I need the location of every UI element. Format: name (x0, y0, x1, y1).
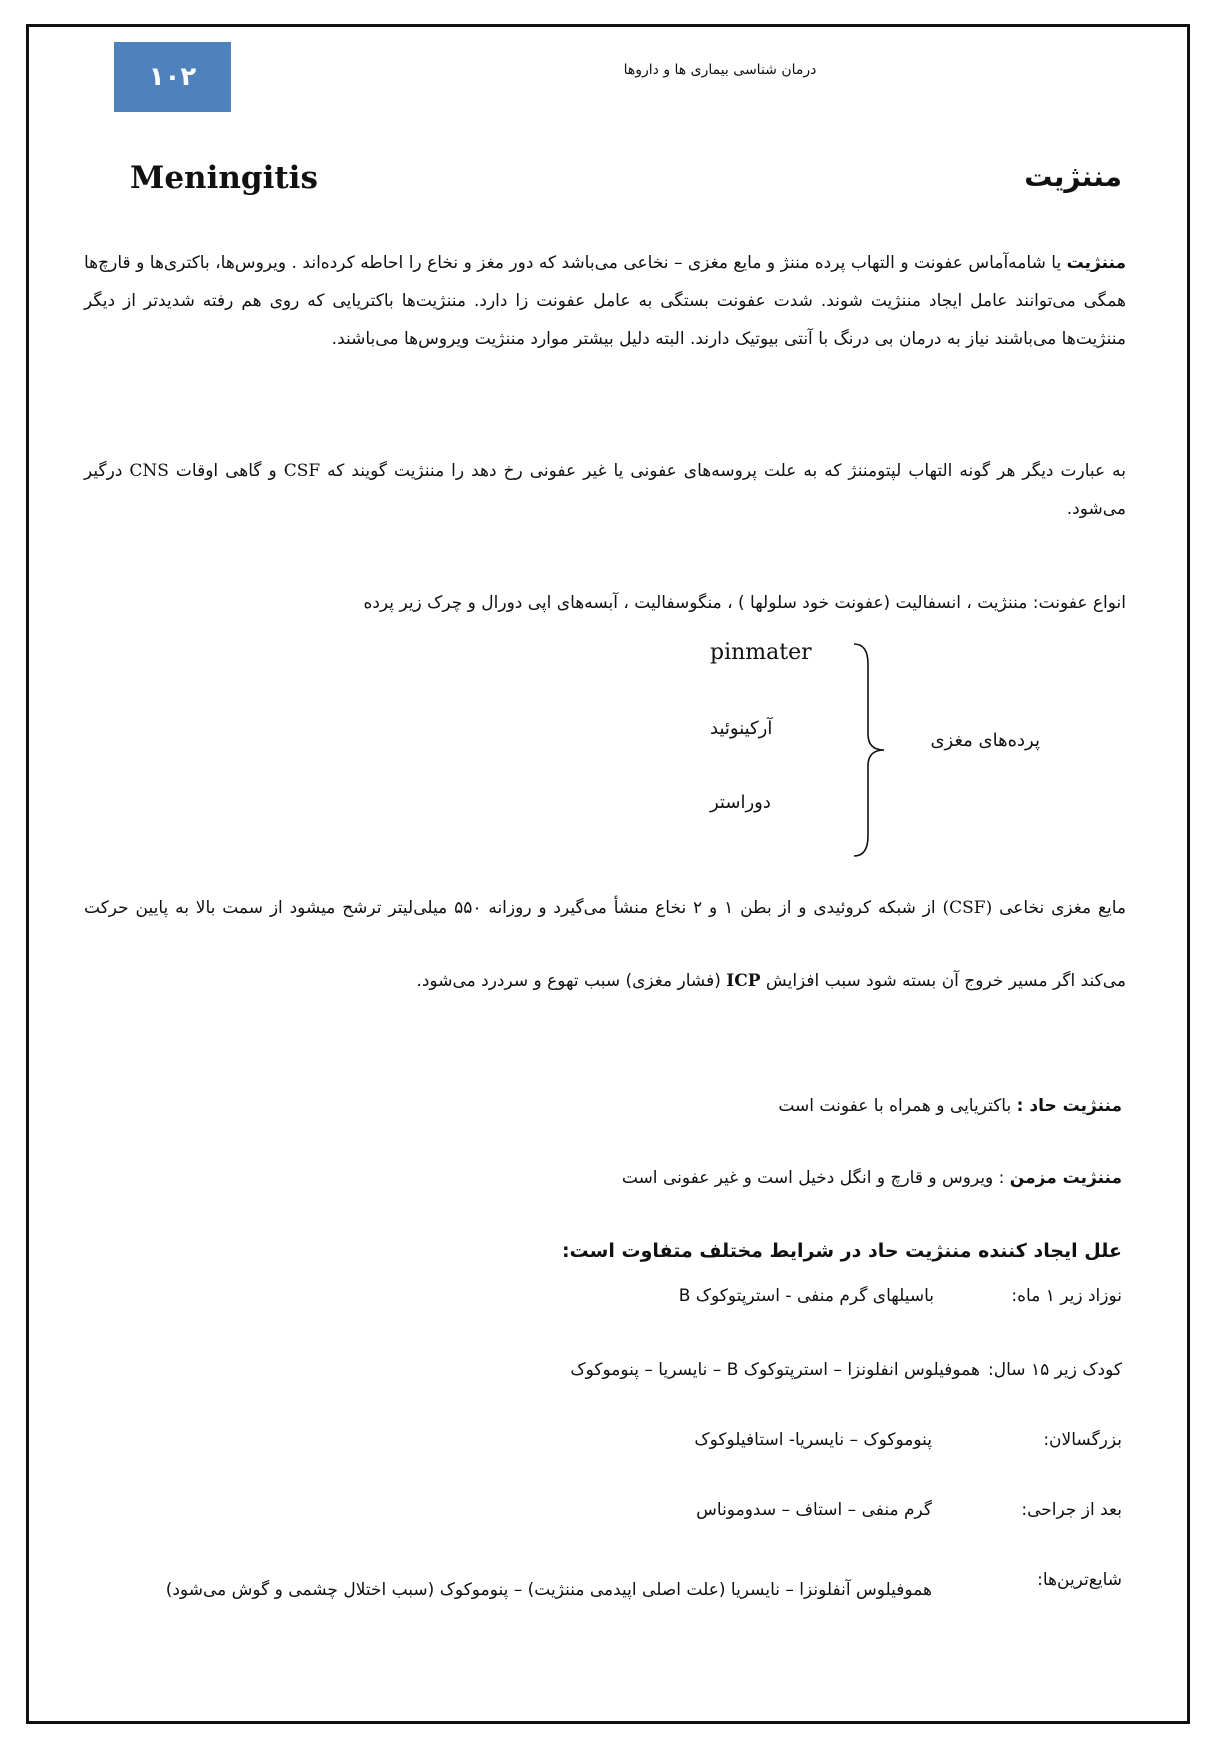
definition-text-c: درگیر می‌شود. (84, 461, 1126, 519)
csf-text-b: از شبکه کروئیدی و از بطن ۱ و ۲ نخاع منشأ می‌گیرد و روزانه ۵۵۰ میلی‌لیتر ترشح میشود از سمت بالا به پایین حرکت می‌کند اگر مسیر خروج آن بسته شود سبب افزایش (84, 898, 1126, 991)
csf-text-c: (فشار مغزی) سبب تهوع و سردرد می‌شود. (416, 971, 727, 991)
membrane-pia: pinmater (710, 640, 812, 665)
cause-value: هموفیلوس آنفلونزا – نایسریا (علت اصلی اپیدمی مننژیت) – پنوموکوک (سبب اختلال چشمی و گوش می‌شود) (165, 1580, 932, 1600)
cause-value: باسیلهای گرم منفی - استرپتوکوک B (678, 1286, 934, 1306)
cause-label: بزرگسالان: (1043, 1430, 1122, 1450)
chronic-meningitis (622, 1168, 1122, 1188)
cause-label: بعد از جراحی: (1021, 1500, 1122, 1520)
definition-text-b: و گاهی اوقات (168, 461, 284, 481)
cause-row (570, 1360, 1122, 1380)
intro-text: یا شامه‌آماس عفونت و التهاب پرده مننژ و مایع مغزی – نخاعی می‌باشد که دور مغز و نخاع را احاطه کرده‌اند . ویروس‌ها، باکتری‌ها و قارچ‌ها همگی می‌توانند عامل ایجاد مننژیت شوند. شدت عفونت بستگی به عامل عفونت زا دارد. مننژیت‌ها باکتریایی که روی هم رفته شدیدتر از دیگر مننژیت‌ها می‌باشند نیاز به درمان بی درنگ با آنتی بیوتیک دارند. البته دلیل بیشتر موارد مننژیت ویروس‌ها می‌باشند. (84, 253, 1126, 349)
acute-term: مننژیت حاد : (1016, 1096, 1122, 1116)
title-persian: مننژیت (1024, 160, 1122, 193)
meninges-diagram (560, 640, 1120, 860)
page-number-box: ۱۰۲ (114, 42, 231, 112)
cause-row (694, 1430, 1122, 1450)
meninges-label: پرده‌های مغزی (930, 730, 1040, 751)
csf-text-a: مایع مغزی نخاعی (992, 898, 1127, 918)
acute-meningitis (778, 1096, 1122, 1116)
intro-term: مننژیت (1066, 253, 1126, 273)
running-head: درمان شناسی بیماری ها و داروها (623, 62, 817, 78)
causes-heading: علل ایجاد کننده مننژیت حاد در شرایط مختلف متفاوت است: (561, 1240, 1122, 1262)
cause-label: کودک زیر ۱۵ سال: (988, 1360, 1122, 1380)
definition-paragraph (84, 452, 1126, 528)
cause-value: گرم منفی – استاف – سدوموناس (696, 1500, 932, 1520)
infection-types: انواع عفونت: مننژیت ، انسفالیت (عفونت خود سلولها ) ، منگوسفالیت ، آبسه‌های اپی دورال و چرک زیر پرده (363, 593, 1126, 613)
csf-abbr-paren: (CSF) (942, 898, 993, 918)
brace-icon (850, 640, 890, 860)
cause-row (679, 1286, 1122, 1306)
cause-label: شایع‌ترین‌ها: (1037, 1570, 1122, 1590)
chronic-term: مننژیت مزمن (1009, 1168, 1122, 1188)
cause-row (132, 1570, 1122, 1624)
cause-value: هموفیلوس انفلونزا – استرپتوکوک B – نایسریا – پنوموکوک (570, 1360, 981, 1380)
membrane-dura: دوراستر (710, 792, 771, 813)
membrane-arachnoid: آرکینوئید (710, 718, 773, 739)
cns-abbr: CNS (129, 461, 169, 481)
cause-label: نوزاد زیر ۱ ماه: (1011, 1286, 1122, 1306)
cause-row (696, 1500, 1122, 1520)
csf-abbr: CSF (283, 461, 321, 481)
acute-text: باکتریایی و همراه با عفونت است (778, 1096, 1017, 1116)
chronic-text: : ویروس و قارچ و انگل دخیل است و غیر عفونی است (621, 1168, 1010, 1188)
definition-text-a: به عبارت دیگر هر گونه التهاب لپتومننژ که به علت پروسه‌های عفونی یا غیر عفونی رخ دهد را مننژیت گویند که (320, 461, 1126, 481)
cause-value: پنوموکوک – نایسریا- استافیلوکوک (694, 1430, 932, 1450)
title-english: Meningitis (130, 160, 318, 196)
icp-abbr: ICP (726, 971, 761, 991)
intro-paragraph (84, 244, 1126, 358)
csf-paragraph (84, 872, 1126, 1018)
